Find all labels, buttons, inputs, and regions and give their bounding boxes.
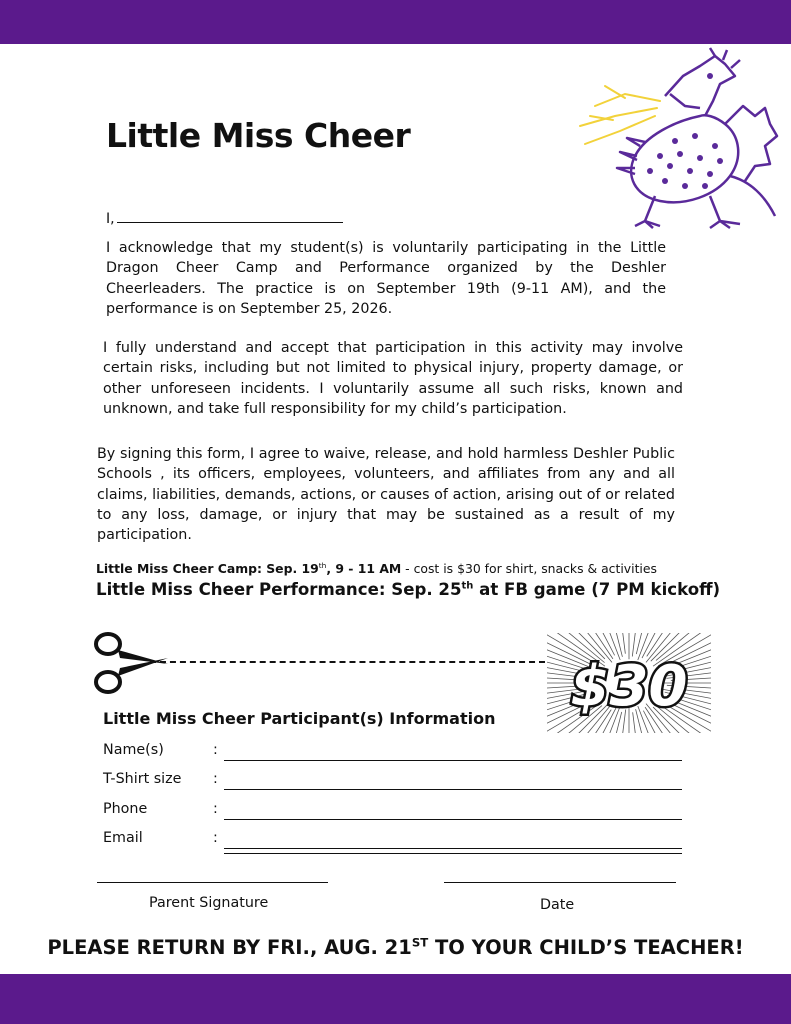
field-email-row [103,830,683,852]
field-name-row [103,742,683,764]
perf-a: Little Miss Cheer Performance: Sep. 25 [96,580,462,599]
field-colon: : [213,830,218,846]
field-colon: : [213,771,218,787]
participant-info-title: Little Miss Cheer Participant(s) Information [103,709,496,728]
date-label: Date [540,897,575,913]
field-label: T-Shirt size [103,771,182,787]
acknowledgement-paragraph: I acknowledge that my student(s) is voluntarily participating in the Little Dragon Cheer Camp and Performance organized by the Deshler Cheerleaders. The practice is on September 19th (9-11 AM), and the performance is on September 25, 2026. [106,240,666,317]
i-prefix: I, [106,211,115,227]
scissors-icon [90,628,170,698]
field-label: Phone [103,801,148,817]
field-label: Name(s) [103,742,164,758]
camp-bold-b: , 9 - 11 AM [326,561,402,576]
perf-b: at FB game (7 PM kickoff) [473,580,721,599]
camp-rest: - cost is $30 for shirt, snacks & activities [401,561,657,576]
student-name-blank[interactable] [117,210,343,223]
return-b: TO YOUR CHILD’S TEACHER! [428,936,744,959]
performance-schedule [96,580,720,599]
extra-input-line[interactable] [224,853,682,854]
cut-line [150,661,545,663]
signature-label: Parent Signature [149,895,269,911]
camp-bold-a: Little Miss Cheer Camp: Sep. 19 [96,561,319,576]
bottom-banner [0,974,791,1024]
field-phone-row [103,801,683,823]
dragon-mascot-icon [565,46,780,236]
field-colon: : [213,742,218,758]
field-colon: : [213,801,218,817]
risk-paragraph: I fully understand and accept that participation in this activity may involve certain risks, including but not limited to physical injury, property damage, or other unforeseen incidents. I voluntarily assume all such risks, known and unknown, and take full responsibility for my child’s participation. [103,340,683,417]
date-line[interactable] [444,882,676,883]
phone-input-line[interactable] [224,819,682,820]
student-name-line [106,210,343,227]
top-banner [0,0,791,44]
field-tshirt-row [103,771,683,793]
tshirt-input-line[interactable] [224,789,682,790]
perf-sup: th [461,580,474,592]
name-input-line[interactable] [224,760,682,761]
return-sup: ST [411,935,429,950]
field-label: Email [103,830,143,846]
release-paragraph: By signing this form, I agree to waive, release, and hold harmless Deshler Public Schools , its officers, employees, volunteers, and affiliates from any and all claims, liabilities, demands, actions, or causes of action, arising out of or related to any loss, damage, or injury that may be sustained as a result of my participation. [97,446,675,544]
return-a: PLEASE RETURN BY FRI., AUG. 21 [47,936,412,959]
price-label: $30 [570,654,688,719]
price-burst [547,633,711,733]
signature-line[interactable] [97,882,328,883]
return-notice [0,936,791,959]
page-title: Little Miss Cheer [106,116,411,155]
camp-schedule [96,561,657,576]
email-input-line[interactable] [224,848,682,849]
camp-sup: th [318,560,327,570]
